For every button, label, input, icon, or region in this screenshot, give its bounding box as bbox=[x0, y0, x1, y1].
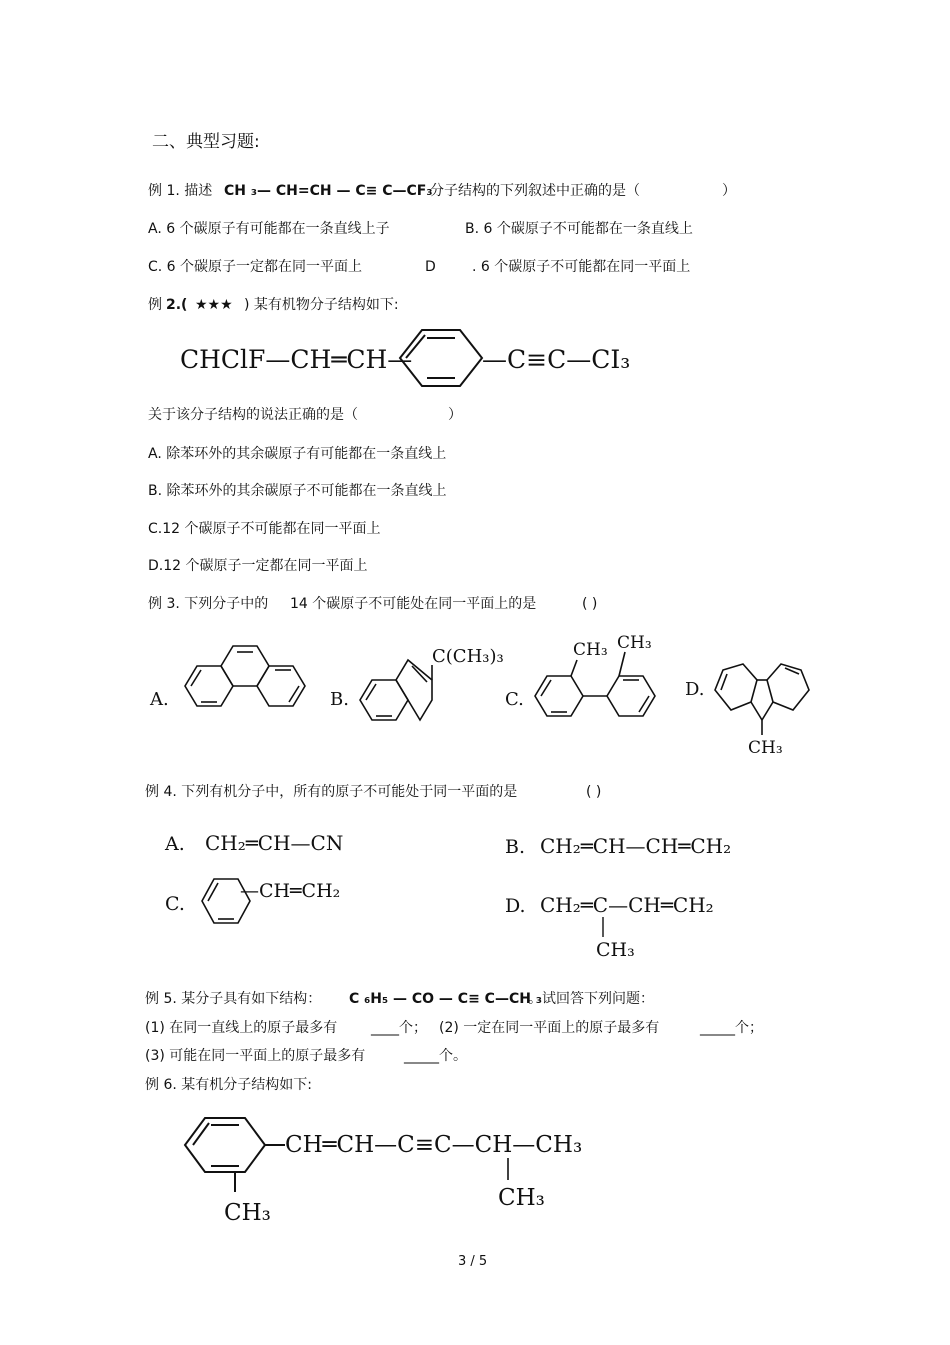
phenanthrene-structure bbox=[185, 646, 305, 706]
q1-option-c: C. 6 个碳原子一定都在同一平面上 bbox=[148, 259, 363, 275]
fluorene-structure bbox=[715, 664, 809, 735]
q3-methyl-c2: CH₃ bbox=[617, 633, 652, 653]
q5-formula: C ₆H₅ — CO — C≡ C—CH ₃ bbox=[349, 991, 542, 1007]
q3-label-a: A. bbox=[150, 689, 169, 710]
q2-option-a: A. 除苯环外的其余碳原子有可能都在一条直线上 bbox=[148, 446, 447, 462]
q3-methyl-d: CH₃ bbox=[748, 738, 783, 758]
q5-suffix: 。试回答下列问题： bbox=[528, 991, 654, 1007]
q4-paren: ( ) bbox=[586, 784, 602, 800]
q4-formula-a: CH₂═CH—CN bbox=[205, 831, 344, 855]
q1-option-d: . 6 个碳原子不可能都在同一平面上 bbox=[472, 259, 691, 275]
q2-option-c: C.12 个碳原子不可能都在同一平面上 bbox=[148, 521, 381, 537]
biphenyl-structure bbox=[535, 652, 655, 716]
q5-prefix: 例 5. 某分子具有如下结构： bbox=[145, 991, 322, 1007]
q2-paren-close: ） bbox=[448, 407, 462, 423]
page-number: 3 / 5 bbox=[458, 1254, 488, 1269]
q2-question: 关于该分子结构的说法正确的是（ bbox=[148, 407, 358, 423]
q6-methyl-chain: CH₃ bbox=[498, 1185, 545, 1211]
q6-chain: CH═CH—C≡C—CH—CH₃ bbox=[285, 1132, 583, 1158]
q2-option-b: B. 除苯环外的其余碳原子不可能都在一条直线上 bbox=[148, 483, 447, 499]
naphthalene-structure bbox=[360, 660, 432, 720]
q2-suffix: ) 某有机物分子结构如下: bbox=[244, 297, 399, 313]
q3-text: 例 3. 下列分子中的 bbox=[148, 596, 269, 612]
q2-prefix: 例 bbox=[148, 297, 162, 313]
q4-label-b: B. bbox=[505, 836, 526, 858]
q2-structure-right: —C≡C—CI₃ bbox=[482, 345, 631, 374]
q4-structures bbox=[160, 825, 760, 965]
q2-stars: ★★★ bbox=[195, 297, 233, 313]
q5-blank2: _____个； bbox=[700, 1020, 763, 1036]
q6-text: 例 6. 某有机分子结构如下: bbox=[145, 1077, 312, 1093]
q4-methyl-d: CH₃ bbox=[596, 939, 635, 961]
q6-benzene-ring bbox=[185, 1118, 285, 1192]
q5-line2: (3) 可能在同一平面上的原子最多有 bbox=[145, 1048, 366, 1064]
q2-structure bbox=[175, 320, 645, 400]
q1-prefix: 例 1. 描述 bbox=[148, 183, 213, 199]
q1-option-b: B. 6 个碳原子不可能都在一条直线上 bbox=[465, 221, 693, 237]
section-title: 二、典型习题: bbox=[152, 132, 260, 152]
q1-formula: CH ₃— CH=CH — C≡ C—CF₃ bbox=[224, 183, 433, 199]
q3-paren: ( ) bbox=[582, 596, 598, 612]
q2-number: 2.( bbox=[166, 297, 188, 313]
q3-structures bbox=[145, 620, 845, 770]
q6-methyl-ring: CH₃ bbox=[224, 1200, 271, 1226]
q1-option-a: A. 6 个碳原子有可能都在一条直线上子 bbox=[148, 221, 390, 237]
q5-line1a: (1) 在同一直线上的原子最多有 bbox=[145, 1020, 338, 1036]
q3-tbutyl-group: C(CH₃)₃ bbox=[432, 646, 504, 667]
q4-formula-b: CH₂═CH—CH═CH₂ bbox=[540, 834, 732, 858]
q1-option-d-letter: D bbox=[425, 259, 436, 275]
q4-label-d: D. bbox=[505, 895, 526, 917]
q3-label-b: B. bbox=[330, 689, 349, 710]
q4-formula-d: CH₂═C—CH═CH₂ bbox=[540, 893, 714, 917]
q5-blank3: _____个。 bbox=[404, 1048, 467, 1064]
q2-option-d: D.12 个碳原子一定都在同一平面上 bbox=[148, 558, 368, 574]
q5-blank1: ____个； bbox=[371, 1020, 427, 1036]
q3-methyl-c1: CH₃ bbox=[573, 640, 608, 660]
q4-formula-c: —CH═CH₂ bbox=[240, 880, 341, 902]
q4-label-c: C. bbox=[165, 893, 185, 915]
q4-text: 例 4. 下列有机分子中，所有的原子不可能处于同一平面的是 bbox=[145, 784, 518, 800]
q3-label-c: C. bbox=[505, 689, 524, 710]
q1-suffix: 分子结构的下列叙述中正确的是（ bbox=[430, 183, 640, 199]
q4-label-a: A. bbox=[165, 833, 185, 855]
q6-structure bbox=[180, 1110, 630, 1230]
q2-structure-left: CHClF—CH═CH— bbox=[180, 345, 413, 374]
q1-paren-close: ） bbox=[722, 183, 736, 199]
q3-label-d: D. bbox=[685, 679, 705, 700]
q3-text2: 14 个碳原子不可能处在同一平面上的是 bbox=[290, 596, 537, 612]
q5-line1b: (2) 一定在同一平面上的原子最多有 bbox=[439, 1020, 660, 1036]
